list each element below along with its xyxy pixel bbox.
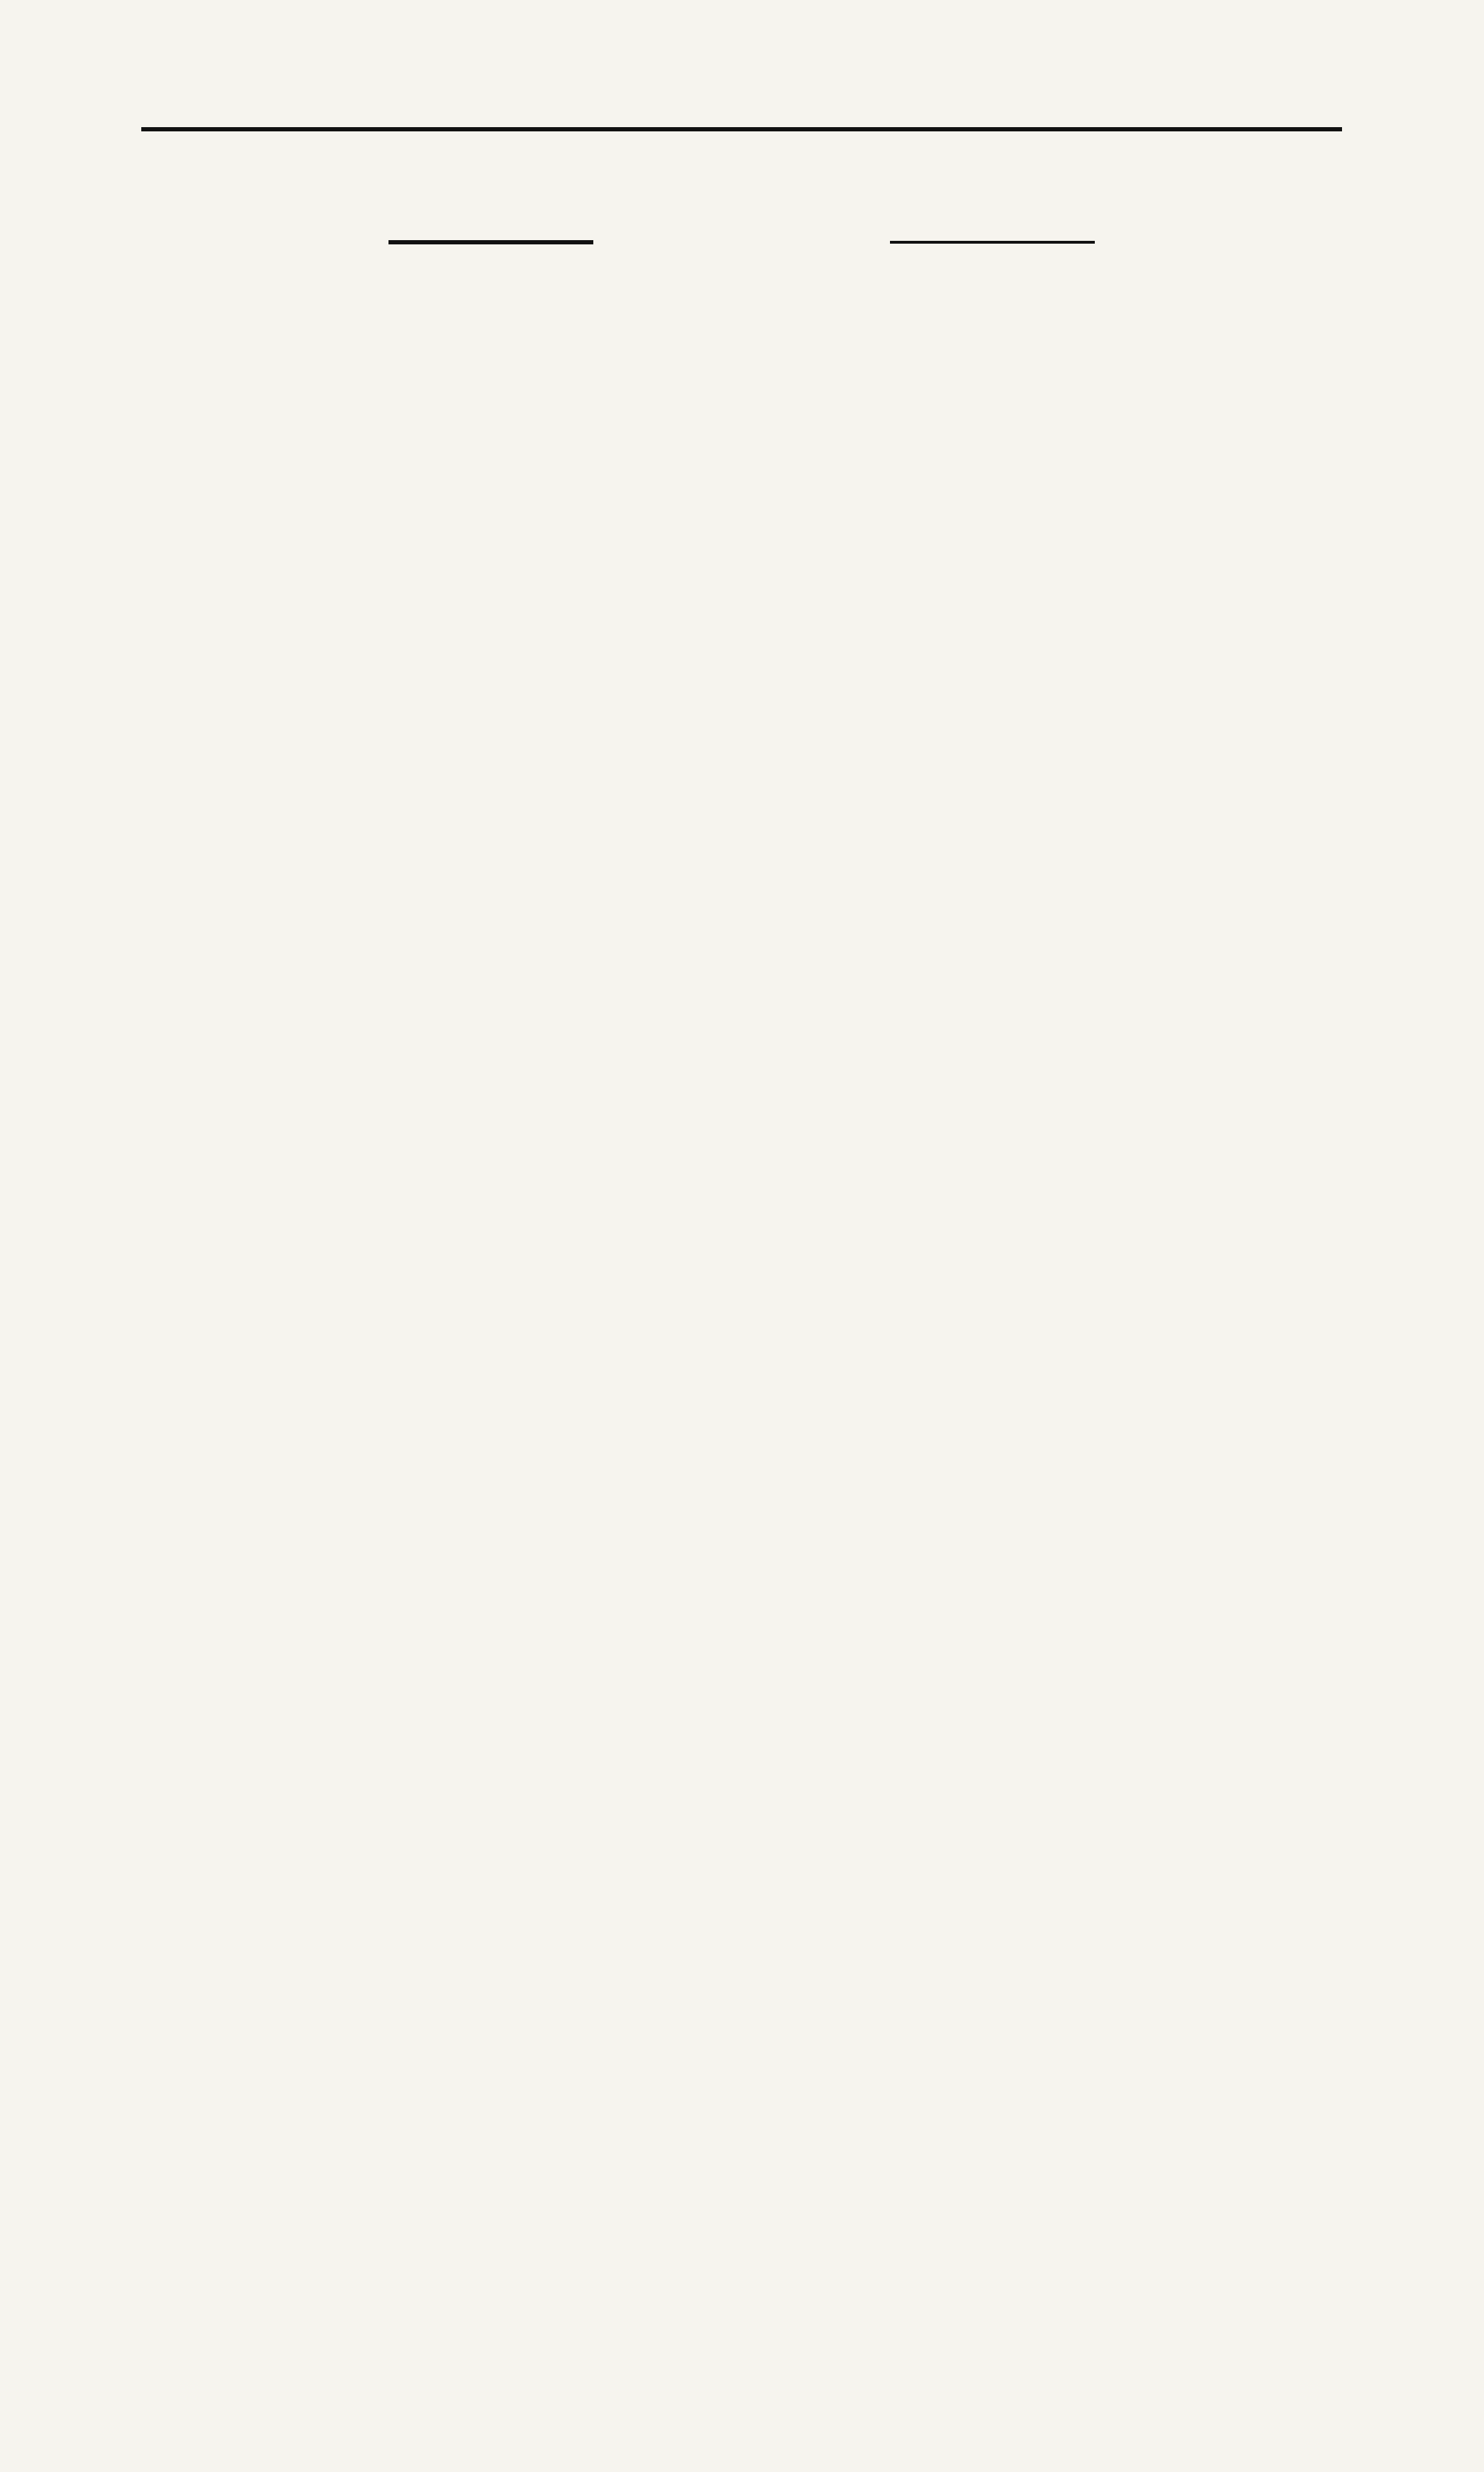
divider-ornament-icon bbox=[388, 234, 1095, 251]
running-header bbox=[141, 131, 1342, 181]
page-body bbox=[141, 215, 1342, 302]
ornamental-divider bbox=[388, 234, 1095, 251]
